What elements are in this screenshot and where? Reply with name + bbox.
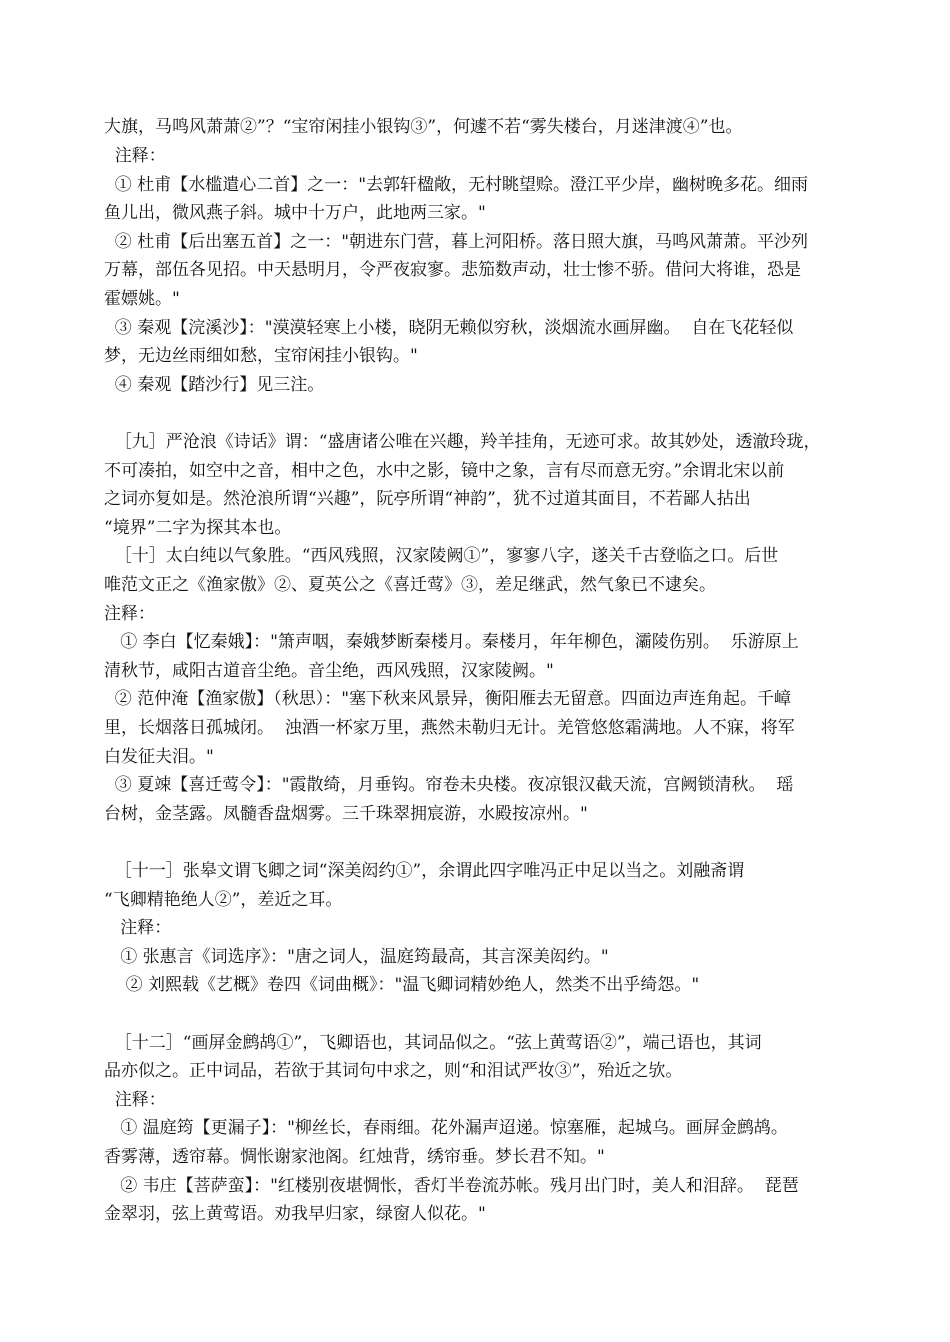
text-line: ③ 秦观【浣溪沙】："漠漠轻寒上小楼，晓阴无赖似穷秋，淡烟流水画屏幽。 自在飞花轻似 bbox=[104, 318, 794, 338]
text-line: ② 刘熙载《艺概》卷四《词曲概》："温飞卿词精妙绝人，然类不出乎绮怨。" bbox=[104, 975, 700, 995]
text-line: 台树，金茎露。凤髓香盘烟雾。三千珠翠拥宸游，水殿按凉州。" bbox=[104, 804, 588, 824]
text-line: ② 杜甫【后出塞五首】之一："朝进东门营，暮上河阳桥。落日照大旗，马鸣风萧萧。平沙列 bbox=[104, 232, 809, 252]
text-line: ④ 秦观【踏沙行】见三注。 bbox=[104, 375, 325, 395]
text-line: 注释： bbox=[104, 918, 172, 938]
text-line: 注释： bbox=[104, 604, 155, 624]
text-line: 注释： bbox=[104, 146, 166, 166]
text-line: 唯范文正之《渔家傲》②、夏英公之《喜迁莺》③，差足继武，然气象已不逮矣。 bbox=[104, 575, 716, 595]
text-line: ① 杜甫【水槛遣心二首】之一："去郭轩楹敞，无村眺望赊。澄江平少岸，幽树晚多花。细雨 bbox=[104, 175, 809, 195]
text-line: ③ 夏竦【喜迁莺令】："霞散绮，月垂钩。帘卷未央楼。夜凉银汉截天流，宫阙锁清秋。 瑶 bbox=[104, 775, 794, 795]
text-line: ① 李白【忆秦娥】："箫声咽，秦娥梦断秦楼月。秦楼月，年年柳色，灞陵伤别。 乐游原上 bbox=[104, 632, 799, 652]
text-line: 注释： bbox=[104, 1090, 166, 1110]
text-line: ［十二］“画屏金鹧鸪①”，飞卿语也，其词品似之。“弦上黄莺语②”，端己语也，其词 bbox=[104, 1033, 762, 1053]
text-line: ［九］严沧浪《诗话》谓：“盛唐诸公唯在兴趣，羚羊挂角，无迹可求。故其妙处，透澈玲珑， bbox=[104, 432, 821, 452]
text-line: 之词亦复如是。然沧浪所谓“兴趣”，阮亭所谓“神韵”，犹不过道其面目，不若鄙人拈出 bbox=[104, 489, 751, 509]
text-line: 霍嫖姚。" bbox=[104, 289, 180, 309]
text-line: 大旗，马鸣风萧萧②”？“宝帘闲挂小银钩③”，何遽不若“雾失楼台，月迷津渡④”也。 bbox=[104, 117, 743, 137]
text-line: “境界”二字为探其本也。 bbox=[104, 518, 292, 538]
text-line: ［十］太白纯以气象胜。“西风残照，汉家陵阙①”，寥寥八字，遂关千古登临之口。后世 bbox=[104, 546, 779, 566]
text-line: ② 范仲淹【渔家傲】（秋思）："塞下秋来风景异，衡阳雁去无留意。四面边声连角起。千嶂 bbox=[104, 689, 792, 709]
text-line: 梦，无边丝雨细如愁，宝帘闲挂小银钩。" bbox=[104, 346, 418, 366]
text-line: ① 温庭筠【更漏子】："柳丝长，春雨细。花外漏声迢递。惊塞雁，起城乌。画屏金鹧鸪。 bbox=[104, 1118, 788, 1138]
text-line: 香雾薄，透帘幕。惆怅谢家池阁。红烛背，绣帘垂。梦长君不知。" bbox=[104, 1147, 605, 1167]
text-line: 白发征夫泪。" bbox=[104, 747, 214, 767]
text-line: “飞卿精艳绝人②”，差近之耳。 bbox=[104, 890, 343, 910]
text-line: 不可凑拍，如空中之音，相中之色，水中之影，镜中之象，言有尽而意无穷。”余谓北宋以前 bbox=[104, 461, 785, 481]
text-line: 品亦似之。正中词品，若欲于其词句中求之，则“和泪试严妆③”，殆近之欤。 bbox=[104, 1061, 683, 1081]
text-line: 金翠羽，弦上黄莺语。劝我早归家，绿窗人似花。" bbox=[104, 1204, 486, 1224]
text-line: ① 张惠言《词选序》："唐之词人，温庭筠最高，其言深美闳约。" bbox=[104, 947, 609, 967]
text-line: 清秋节，咸阳古道音尘绝。音尘绝，西风残照，汉家陵阙。" bbox=[104, 661, 554, 681]
text-line: 万幕，部伍各见招。中天悬明月，令严夜寂寥。悲笳数声动，壮士惨不骄。借问大将谁，恐是 bbox=[104, 260, 801, 280]
text-line: 鱼儿出，微风燕子斜。城中十万户，此地两三家。" bbox=[104, 203, 486, 223]
text-line: ② 韦庄【菩萨蛮】："红楼别夜堪惆怅，香灯半卷流苏帐。残月出门时，美人和泪辞。 琵琶 bbox=[104, 1176, 799, 1196]
text-line: 里，长烟落日孤城闭。 浊酒一杯家万里，燕然未勒归无计。羌管悠悠霜满地。人不寐，将军 bbox=[104, 718, 795, 738]
text-line: ［十一］张皋文谓飞卿之词“深美闳约①”，余谓此四字唯冯正中足以当之。刘融斋谓 bbox=[104, 861, 745, 881]
